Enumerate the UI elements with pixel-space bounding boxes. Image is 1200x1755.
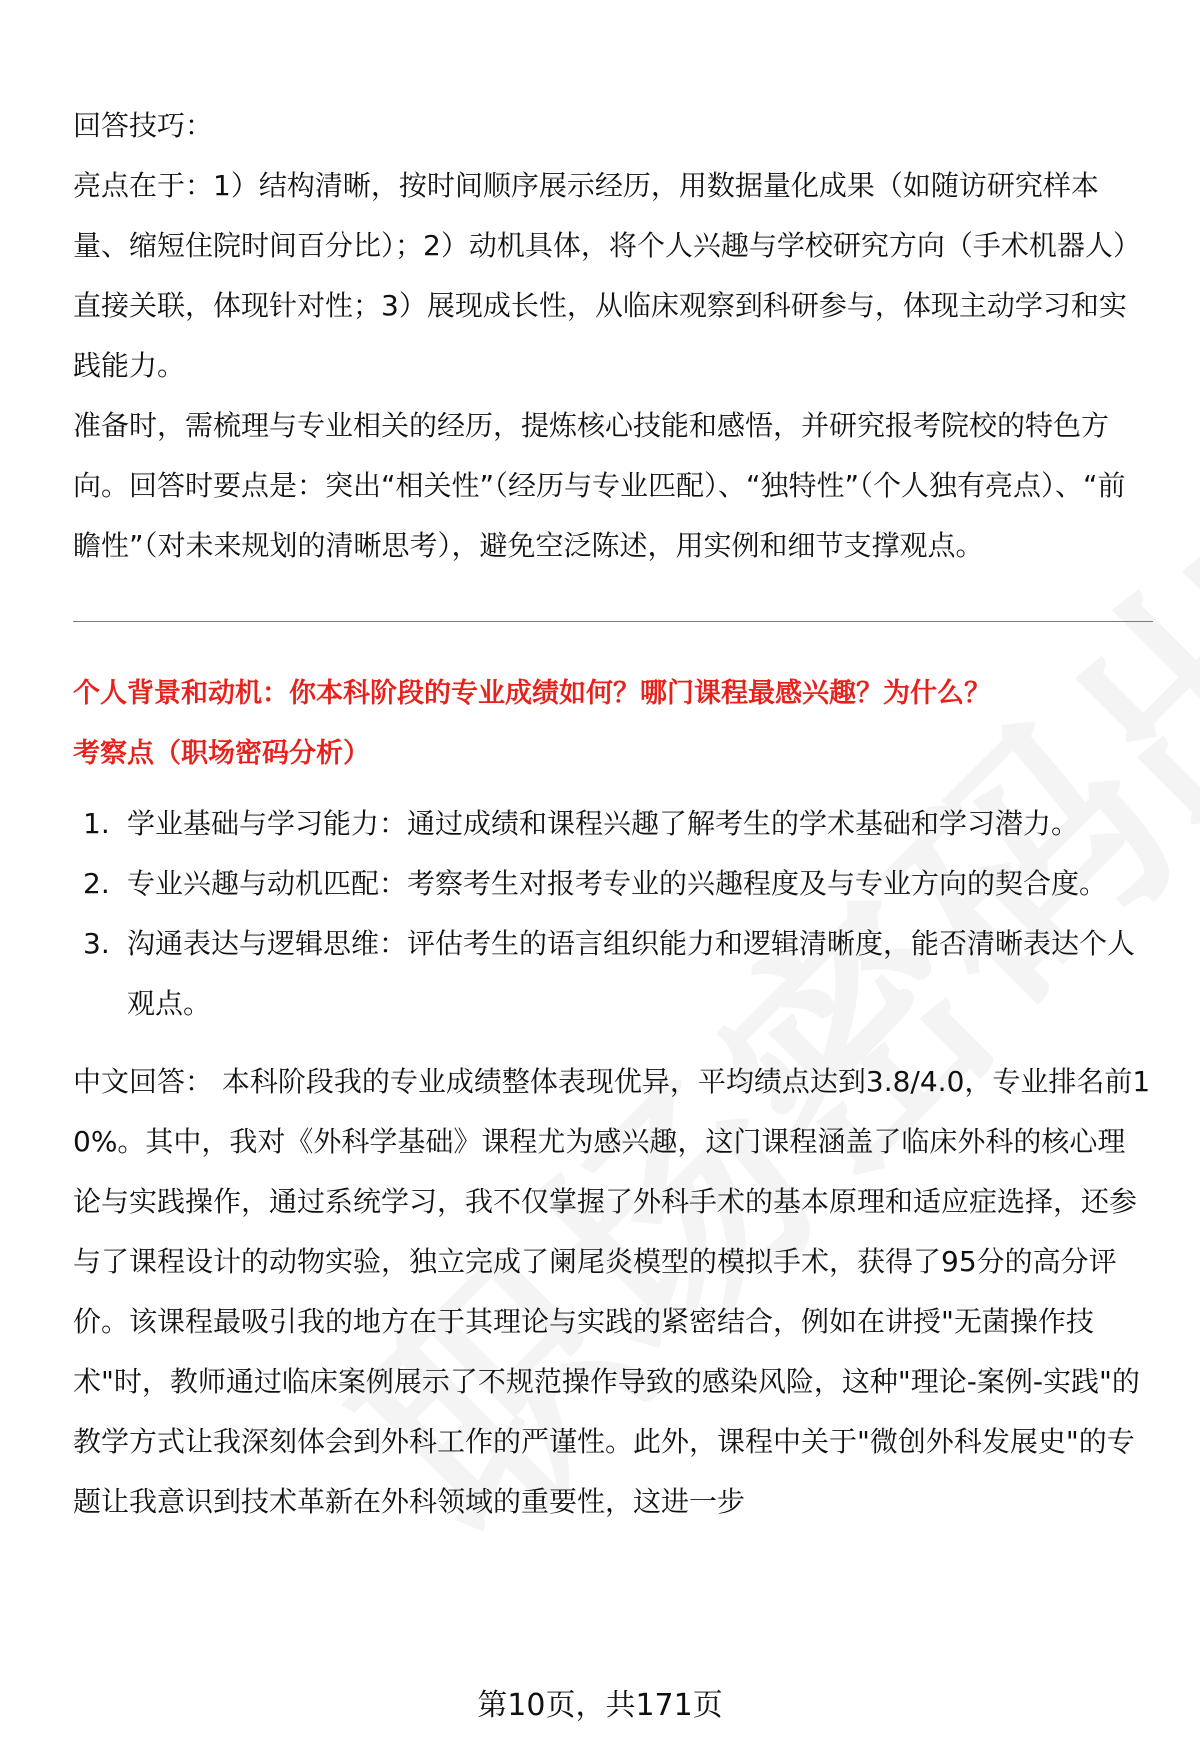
page-number-footer: 第10页，共171页 — [477, 1688, 723, 1723]
list-item-text: 沟通表达与逻辑思维：评估考生的语言组织能力和逻辑清晰度，能否清晰表达个人观点。 — [127, 927, 1136, 1020]
list-item — [73, 794, 1153, 854]
list-item-text: 专业兴趣与动机匹配：考察考生对报考专业的兴趣程度及与专业方向的契合度。 — [127, 867, 1108, 900]
assessment-points-list — [73, 794, 1153, 1034]
question-heading: 个人背景和动机：你本科阶段的专业成绩如何？哪门课程最感兴趣？为什么？ — [73, 678, 991, 709]
section-divider — [73, 621, 1153, 622]
list-item-number: 1. — [83, 807, 110, 840]
chinese-answer-paragraph: 中文回答： 本科阶段我的专业成绩整体表现优异，平均绩点达到3.8/4.0，专业排名前10%。其中，我对《外科学基础》课程尤为感兴趣，这门课程涵盖了临床外科的核心理论与实践操作，通过系统学习，我不仅掌握了外科手术的基本原理和适应症选择，还参与了课程设计的动物实验，独立完成了阑尾炎模型的模拟手术，获得了95分的高分评价。该课程最吸引我的地方在于其理论与实践的紧密结合，例如在讲授"无菌操作技术"时，教师通过临床案例展示了不规范操作导致的感染风险，这种"理论-案例-实践"的教学方式让我深刻体会到外科工作的严谨性。此外，课程中关于"微创外科发展史"的专题让我意识到技术革新在外科领域的重要性，这进一步 — [73, 1065, 1151, 1518]
document-page — [73, 96, 1153, 1532]
list-item-number: 3. — [83, 927, 110, 960]
answer-tips-paragraph-1: 亮点在于：1）结构清晰，按时间顺序展示经历，用数据量化成果（如随访研究样本量、缩短住院时间百分比）；2）动机具体，将个人兴趣与学校研究方向（手术机器人）直接关联，体现针对性；3）展现成长性，从临床观察到科研参与，体现主动学习和实践能力。 — [73, 169, 1141, 382]
list-item-number: 2. — [83, 867, 110, 900]
list-item — [73, 854, 1153, 914]
list-item — [73, 914, 1153, 1034]
list-item-text: 学业基础与学习能力：通过成绩和课程兴趣了解考生的学术基础和学习潜力。 — [127, 807, 1080, 840]
answer-tips-label: 回答技巧： — [73, 109, 214, 142]
answer-tips-paragraph-2: 准备时，需梳理与专业相关的经历，提炼核心技能和感悟，并研究报考院校的特色方向。回答时要点是：突出“相关性”（经历与专业匹配）、“独特性”（个人独有亮点）、“前瞻性”（对未来规划的清晰思考），避免空泛陈述，用实例和细节支撑观点。 — [73, 409, 1126, 562]
assessment-subheading: 考察点（职场密码分析） — [73, 738, 370, 769]
